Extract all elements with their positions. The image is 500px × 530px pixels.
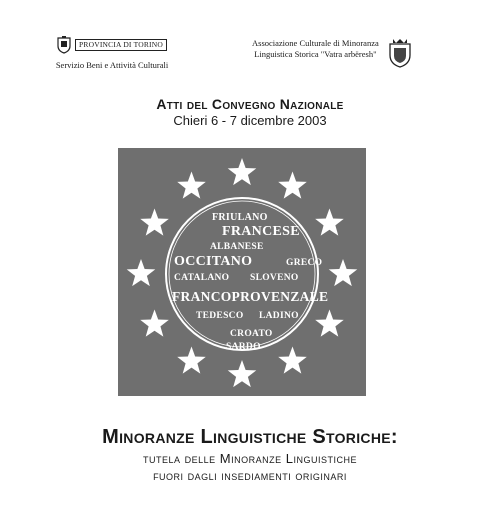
- languages-emblem: [118, 148, 366, 396]
- language-label: TEDESCO: [196, 311, 244, 321]
- star-icon: [315, 209, 344, 236]
- main-title: [0, 426, 500, 483]
- proceedings-subtitle: Chieri 6 - 7 dicembre 2003: [173, 113, 327, 128]
- star-icon: [177, 172, 206, 199]
- star-icon: [140, 310, 169, 337]
- star-icon: [329, 259, 358, 286]
- main-title-line1: Minoranze Linguistiche Storiche:: [102, 426, 398, 448]
- association-name-line1: Associazione Culturale di Minoranza: [252, 38, 379, 48]
- association-logo: [252, 38, 413, 68]
- star-icon: [127, 259, 156, 286]
- language-label: OCCITANO: [174, 254, 253, 269]
- language-label: CATALANO: [174, 273, 230, 283]
- star-icon: [315, 310, 344, 337]
- province-crest-icon: [57, 36, 71, 54]
- language-label: FRANCOPROVENZALE: [172, 289, 329, 304]
- star-icon: [278, 172, 307, 199]
- province-wordmark: PROVINCIA DI TORINO: [75, 39, 167, 51]
- language-label: FRANCESE: [222, 224, 300, 239]
- language-label: ALBANESE: [210, 242, 264, 252]
- province-caption: Servizio Beni e Attività Culturali: [55, 60, 169, 70]
- association-name-line2: Linguistica Storica "Vatra arbëresh": [254, 49, 377, 59]
- star-icon: [278, 346, 307, 373]
- proceedings-heading: [0, 96, 500, 128]
- proceedings-title: Atti del Convegno Nazionale: [156, 96, 344, 112]
- language-label: SARDO: [226, 342, 261, 352]
- province-logo: [52, 36, 172, 70]
- language-label: LADINO: [259, 311, 299, 321]
- star-icon: [140, 209, 169, 236]
- association-crest-icon: [387, 38, 413, 68]
- emblem-graphic: [118, 148, 366, 396]
- star-icon: [228, 360, 257, 387]
- language-label: CROATO: [230, 329, 273, 339]
- star-icon: [228, 158, 257, 185]
- language-label: SLOVENO: [250, 273, 299, 283]
- star-icon: [177, 346, 206, 373]
- language-label: FRIULANO: [212, 212, 268, 223]
- main-title-line2: tutela delle Minoranze Linguistiche: [143, 451, 357, 466]
- main-title-line3: fuori dagli insediamenti originari: [153, 468, 347, 483]
- language-label: GRECO: [286, 258, 323, 268]
